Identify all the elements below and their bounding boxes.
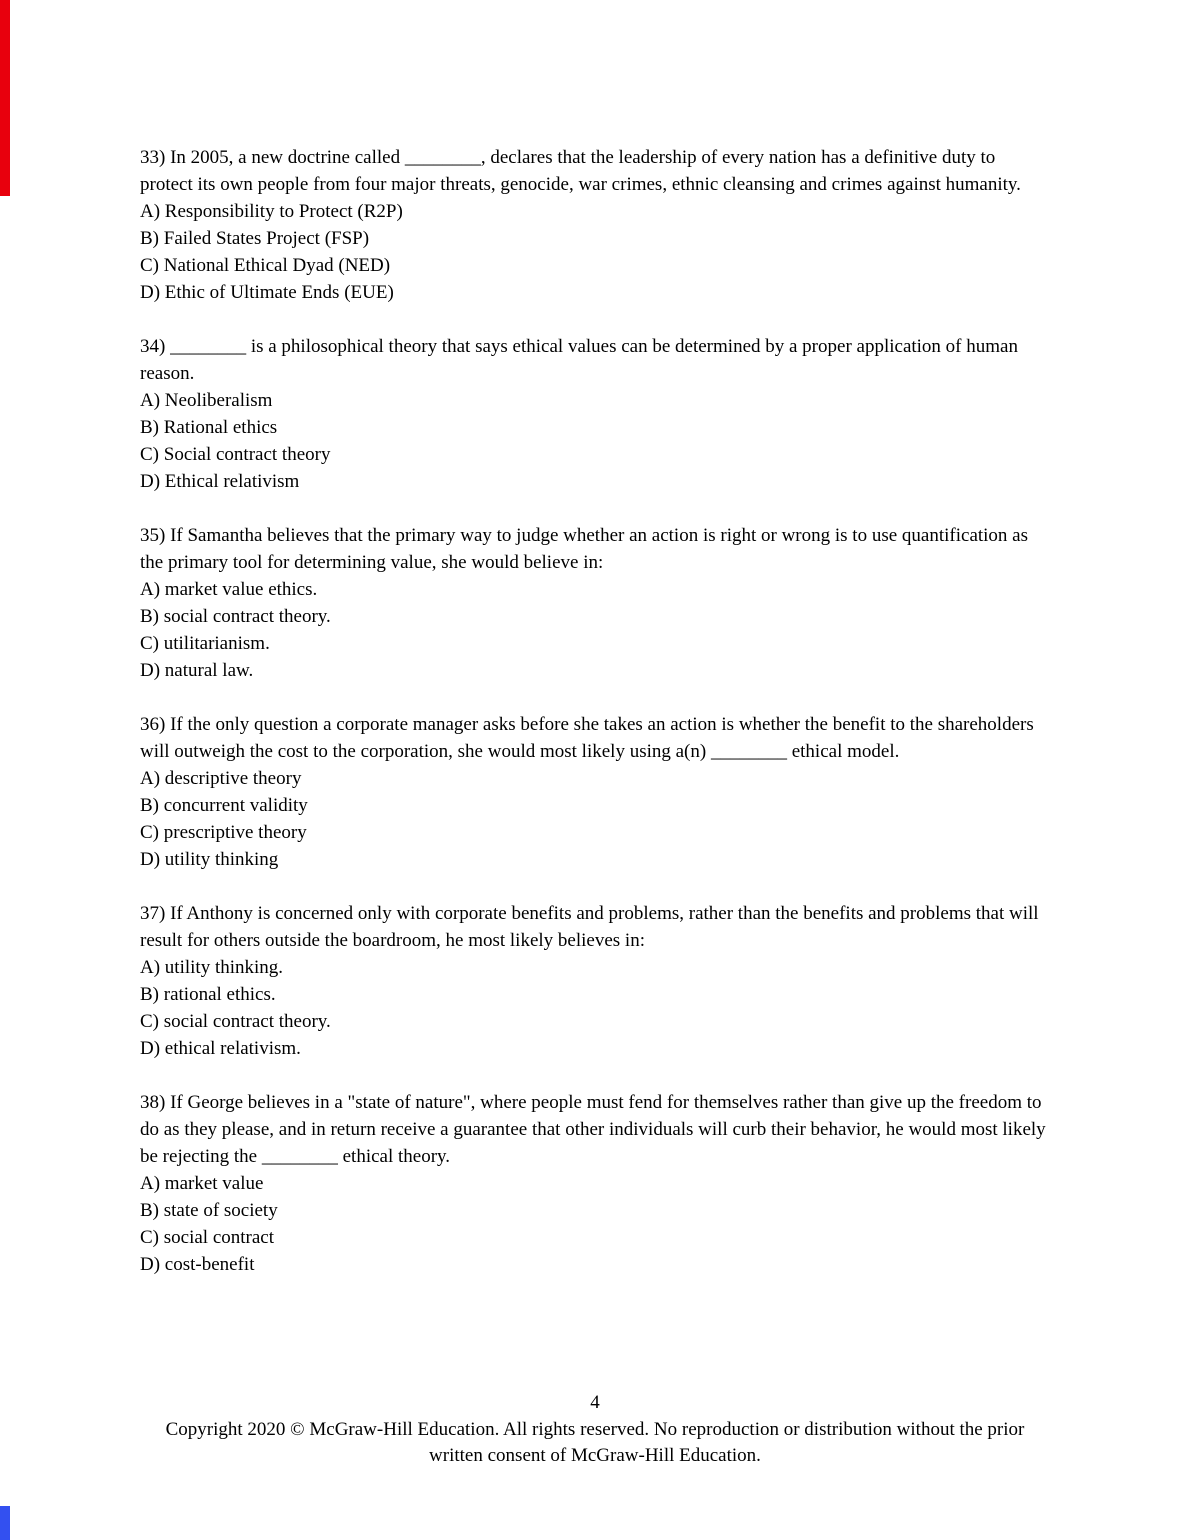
- question-text: 37) If Anthony is concerned only with corporate benefits and problems, rather than the benefits and problems that will result for others outside the boardroom, he most likely believes in:: [140, 903, 1039, 951]
- question-option: D) ethical relativism.: [140, 1038, 301, 1059]
- question-text: 36) If the only question a corporate manager asks before she takes an action is whether the benefit to the shareholders will outweigh the cost to the corporation, she would most likely using a(n) ________ ethical model.: [140, 714, 1034, 762]
- page-number: 4: [590, 1392, 600, 1413]
- question-text: 35) If Samantha believes that the primary way to judge whether an action is right or wrong is to use quantification as the primary tool for determining value, she would believe in:: [140, 525, 1029, 573]
- question-33: [140, 144, 1052, 306]
- question-36: [140, 711, 1052, 873]
- question-option: A) market value ethics.: [140, 579, 318, 600]
- question-text: 34) ________ is a philosophical theory that says ethical values can be determined by a proper application of human reason.: [140, 336, 1018, 384]
- question-option: C) utilitarianism.: [140, 633, 270, 654]
- question-option: D) natural law.: [140, 660, 254, 681]
- question-text: 38) If George believes in a "state of nature", where people must fend for themselves rather than give up the freedom to do as they please, and in return receive a guarantee that other individuals will curb their behavior, he would most likely be rejecting the ________ ethical theory.: [140, 1092, 1046, 1167]
- question-option: D) cost-benefit: [140, 1254, 255, 1275]
- question-option: A) descriptive theory: [140, 768, 302, 789]
- question-option: D) utility thinking: [140, 849, 279, 870]
- question-37: [140, 900, 1052, 1062]
- question-option: C) prescriptive theory: [140, 822, 307, 843]
- question-option: B) state of society: [140, 1200, 278, 1221]
- question-34: [140, 333, 1052, 495]
- document-body: [140, 144, 1052, 1305]
- question-35: [140, 522, 1052, 684]
- question-option: B) social contract theory.: [140, 606, 331, 627]
- question-option: B) Failed States Project (FSP): [140, 228, 370, 249]
- question-option: B) Rational ethics: [140, 417, 278, 438]
- question-text: 33) In 2005, a new doctrine called ________, declares that the leadership of every nation has a definitive duty to protect its own people from four major threats, genocide, war crimes, ethnic cleansing and crimes against humanity.: [140, 147, 1021, 195]
- question-option: A) Neoliberalism: [140, 390, 273, 411]
- question-option: D) Ethic of Ultimate Ends (EUE): [140, 282, 394, 303]
- blue-edge-bar: [0, 1506, 10, 1540]
- question-option: A) utility thinking.: [140, 957, 284, 978]
- question-option: B) rational ethics.: [140, 984, 276, 1005]
- question-option: C) social contract theory.: [140, 1011, 331, 1032]
- question-option: C) National Ethical Dyad (NED): [140, 255, 391, 276]
- page-footer: [0, 1390, 1190, 1469]
- question-option: B) concurrent validity: [140, 795, 308, 816]
- question-option: D) Ethical relativism: [140, 471, 300, 492]
- copyright-line-2: written consent of McGraw-Hill Education.: [429, 1445, 761, 1466]
- question-option: A) market value: [140, 1173, 264, 1194]
- question-option: C) social contract: [140, 1227, 275, 1248]
- question-option: A) Responsibility to Protect (R2P): [140, 201, 403, 222]
- question-38: [140, 1089, 1052, 1278]
- question-option: C) Social contract theory: [140, 444, 331, 465]
- red-edge-bar: [0, 0, 10, 196]
- copyright-line-1: Copyright 2020 © McGraw-Hill Education. All rights reserved. No reproduction or distribution without the prior: [165, 1419, 1025, 1440]
